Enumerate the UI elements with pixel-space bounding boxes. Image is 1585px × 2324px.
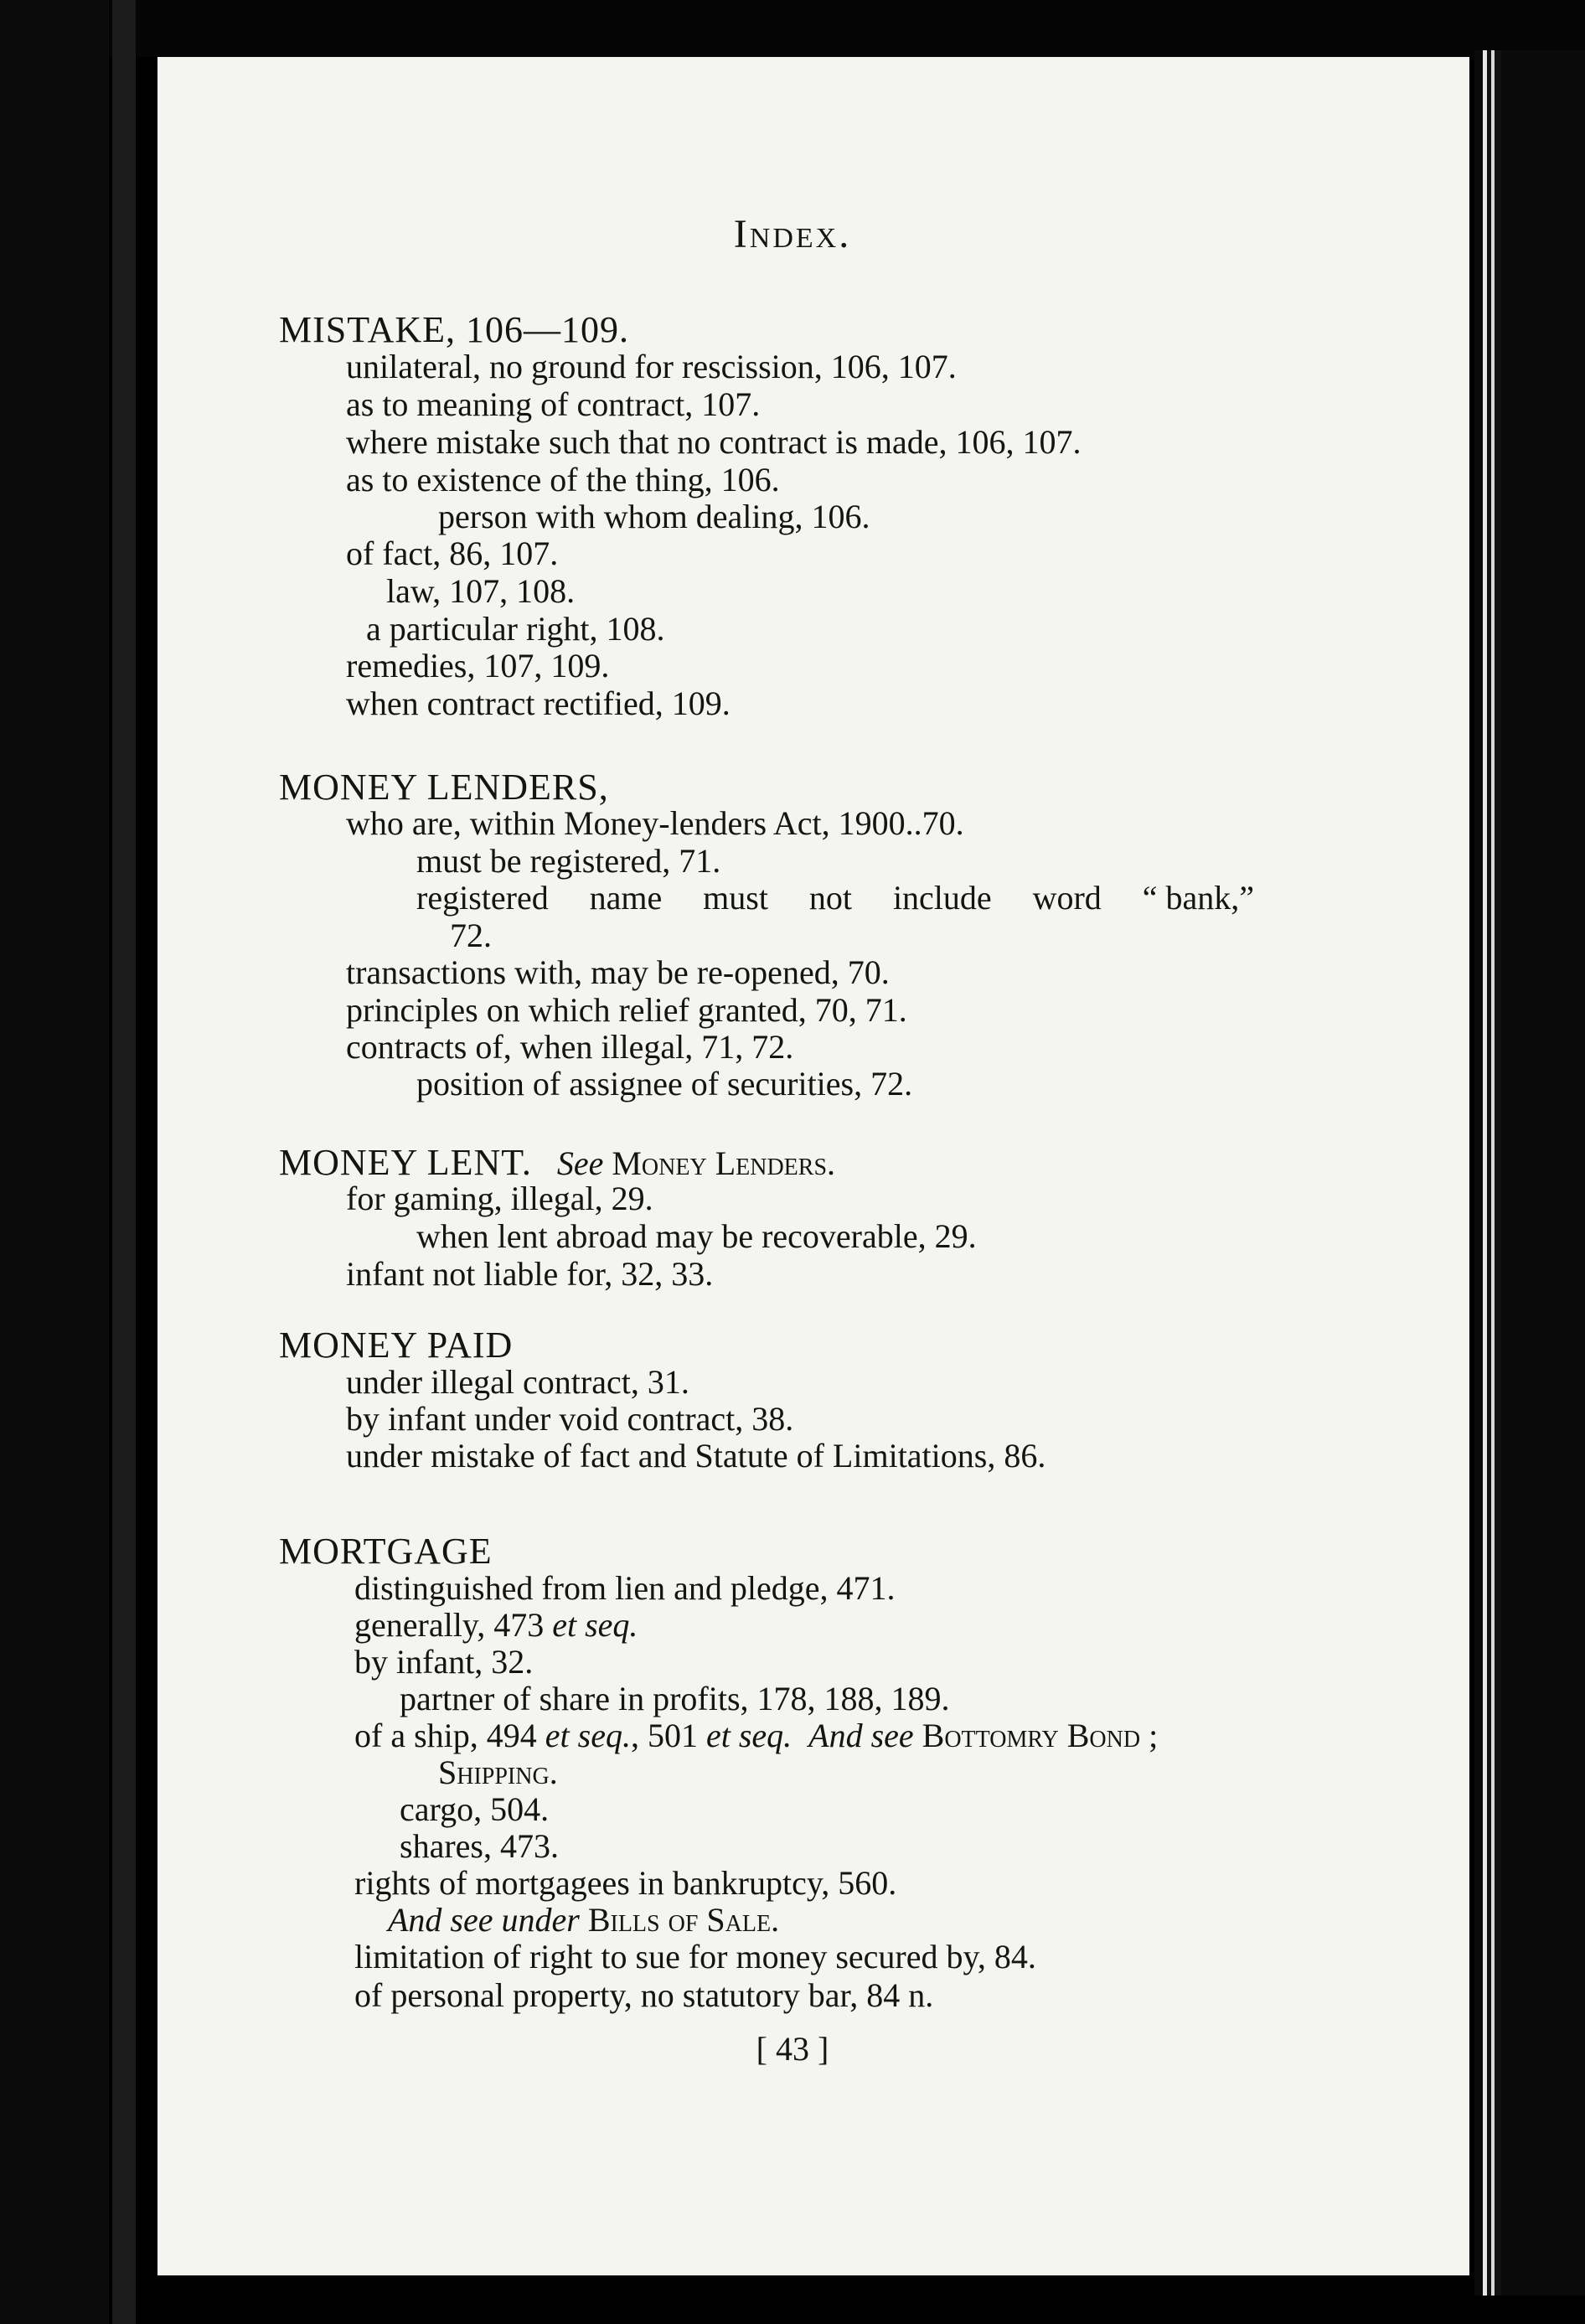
entry-line: a particular right, 108. [366, 610, 665, 648]
scan-left-strip [112, 0, 136, 2324]
entry-line: unilateral, no ground for rescission, 106, 107. [346, 348, 957, 385]
entry-line: under mistake of fact and Statute of Limitations, 86. [346, 1437, 1046, 1474]
page-title: Index. [733, 212, 852, 256]
word: must [703, 879, 768, 917]
entry-line: 72. [450, 917, 492, 954]
entry-line: infant not liable for, 32, 33. [346, 1255, 714, 1293]
entry-line: position of assignee of securities, 72. [416, 1065, 913, 1103]
word: include [892, 879, 992, 917]
entry-line: when contract rectified, 109. [346, 684, 731, 722]
heading-money-lent: MONEY LENT. [279, 1142, 532, 1183]
entry-line [354, 1719, 1158, 1753]
cross-reference: Shipping. [438, 1753, 558, 1791]
heading-mortgage: MORTGAGE [279, 1531, 493, 1572]
entry-text: of a ship, 494 [354, 1717, 537, 1754]
cross-reference: Bills of Sale. [587, 1901, 780, 1939]
heading-mistake: MISTAKE, 106—109. [279, 309, 630, 350]
entry-line: cargo, 504. [400, 1790, 550, 1828]
entry-line: distinguished from lien and pledge, 471. [354, 1569, 896, 1607]
entry-line: must be registered, 71. [416, 842, 721, 880]
entry-line: contracts of, when illegal, 71, 72. [346, 1028, 794, 1066]
entry-line: remedies, 107, 109. [346, 647, 610, 684]
entry-line: limitation of right to sue for money secured by, 84. [354, 1938, 1036, 1975]
word: name [589, 879, 663, 917]
entry-line: law, 107, 108. [386, 572, 576, 610]
entry-line: by infant under void contract, 38. [346, 1400, 794, 1438]
entry-line [388, 1903, 779, 1937]
entry-text: , 501 [630, 1717, 698, 1754]
entry-line: person with whom dealing, 106. [438, 498, 870, 535]
entry-line: shares, 473. [400, 1827, 559, 1865]
entry-line: transactions with, may be re-opened, 70. [346, 953, 890, 991]
entry-line: partner of share in profits, 178, 188, 189. [400, 1680, 950, 1717]
entry-line: as to meaning of contract, 107. [346, 385, 761, 423]
entry-line: of personal property, no statutory bar, 84 n. [354, 1976, 934, 2014]
see-label: See [556, 1144, 604, 1182]
scan-top-border [0, 0, 1585, 57]
entry-line: when lent abroad may be recoverable, 29. [416, 1217, 977, 1255]
heading-money-paid: MONEY PAID [279, 1325, 514, 1366]
justified-line [416, 881, 1254, 915]
et-seq: et seq. [705, 1717, 792, 1754]
page-number: [ 43 ] [756, 2030, 829, 2068]
entry-line: where mistake such that no contract is made, 106, 107. [346, 423, 1082, 461]
word: word [1032, 879, 1102, 917]
entry-text: generally, 473 [354, 1606, 545, 1644]
entry-line: of fact, 86, 107. [346, 535, 559, 572]
word: registered [416, 879, 549, 917]
cross-reference: Bottomry Bond ; [922, 1717, 1159, 1754]
entry-line [354, 1606, 638, 1644]
entry-line: by infant, 32. [354, 1643, 534, 1681]
entry-line: for gaming, illegal, 29. [346, 1180, 653, 1217]
entry-line: rights of mortgagees in bankruptcy, 560. [354, 1864, 897, 1902]
et-seq: et seq. [545, 1717, 631, 1754]
heading-money-lent-line [279, 1144, 835, 1181]
word: “ bank,” [1142, 879, 1254, 917]
word: not [808, 879, 853, 917]
book-spine-edge [1483, 50, 1501, 2296]
entry-line: as to existence of the thing, 106. [346, 461, 780, 498]
see-label: And see [808, 1717, 914, 1754]
entry-line: who are, within Money-lenders Act, 1900..70. [346, 804, 964, 842]
cross-reference: Money Lenders. [612, 1144, 836, 1182]
entry-line: principles on which relief granted, 70, 71. [346, 991, 907, 1029]
scan-left-border [0, 0, 109, 2324]
entry-line: under illegal contract, 31. [346, 1363, 689, 1401]
et-seq: et seq. [552, 1606, 638, 1644]
heading-money-lenders: MONEY LENDERS, [279, 767, 609, 808]
see-label: And see under [388, 1901, 580, 1939]
